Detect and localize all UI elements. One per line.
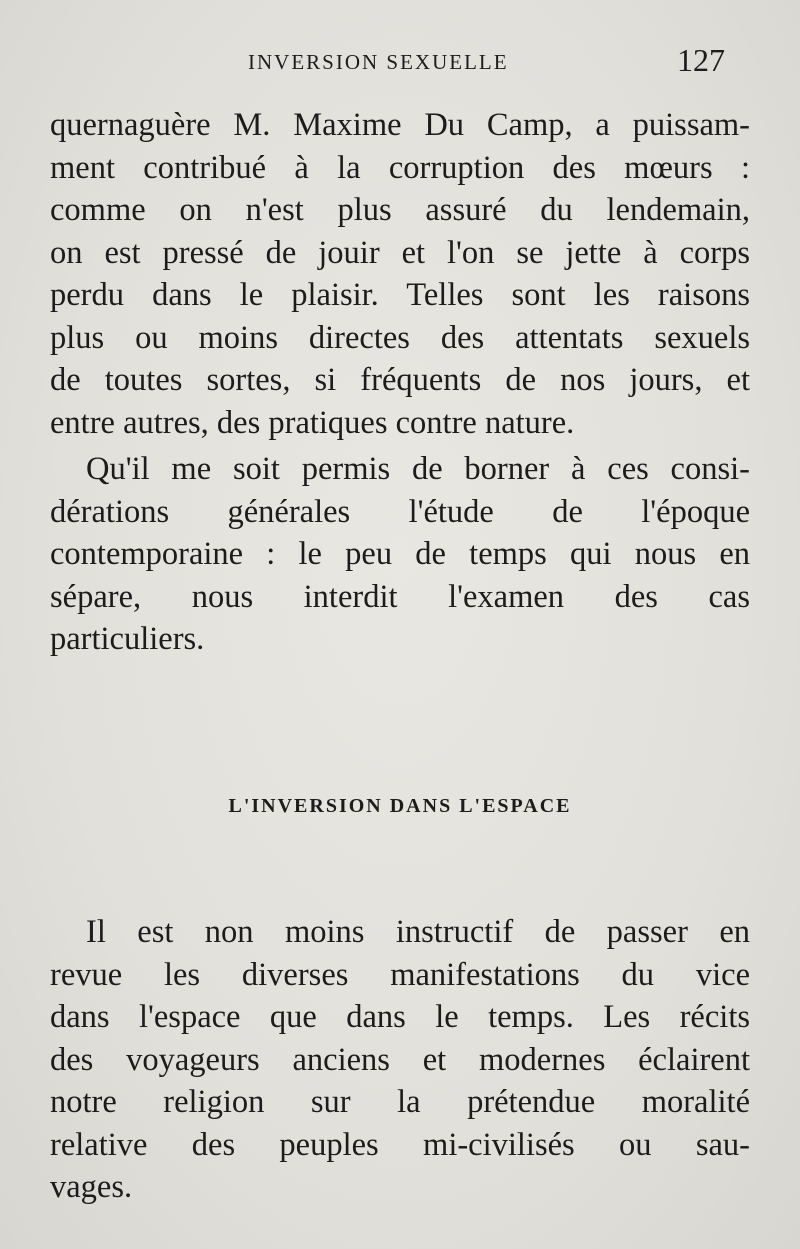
text-line: sépare, nous interdit l'examen des cas [50, 578, 750, 615]
text-line: de toutes sortes, si fréquents de nos jours, et [50, 362, 750, 398]
text-line: ment contribué à la corruption des mœurs : [50, 149, 750, 186]
page-header [0, 42, 800, 82]
text-line: comme on n'est plus assuré du lendemain, [50, 192, 750, 228]
text-line: contemporaine : le peu de temps qui nous en [50, 536, 750, 572]
paragraph-2 [50, 448, 750, 661]
text-line: notre religion sur la prétendue moralité [50, 1084, 750, 1120]
text-line: revue les diverses manifestations du vice [50, 956, 750, 993]
text-line: quernaguère M. Maxime Du Camp, a puissam- [50, 107, 750, 143]
running-title: INVERSION SEXUELLE [248, 50, 509, 74]
text-line: vages. [50, 1169, 133, 1205]
section-title: L'INVERSION DANS L'ESPACE [228, 795, 572, 817]
paragraph-1 [50, 104, 750, 444]
paragraph-3 [50, 911, 750, 1209]
text-line: Qu'il me soit permis de borner à ces consi- [86, 451, 750, 487]
text-line: plus ou moins directes des attentats sexuels [50, 319, 750, 356]
text-line: dérations générales l'étude de l'époque [50, 493, 750, 530]
text-line: entre autres, des pratiques contre nature. [50, 404, 575, 441]
text-line: dans l'espace que dans le temps. Les récits [50, 999, 750, 1035]
text-line: des voyageurs anciens et modernes éclairent [50, 1041, 750, 1078]
text-line: relative des peuples mi-civilisés ou sau- [50, 1126, 750, 1163]
text-line: perdu dans le plaisir. Telles sont les raisons [50, 277, 750, 313]
text-line: Il est non moins instructif de passer en [86, 914, 750, 950]
page-number: 127 [677, 42, 725, 78]
text-line: particuliers. [50, 621, 205, 657]
text-line: on est pressé de jouir et l'on se jette à corps [50, 234, 750, 271]
